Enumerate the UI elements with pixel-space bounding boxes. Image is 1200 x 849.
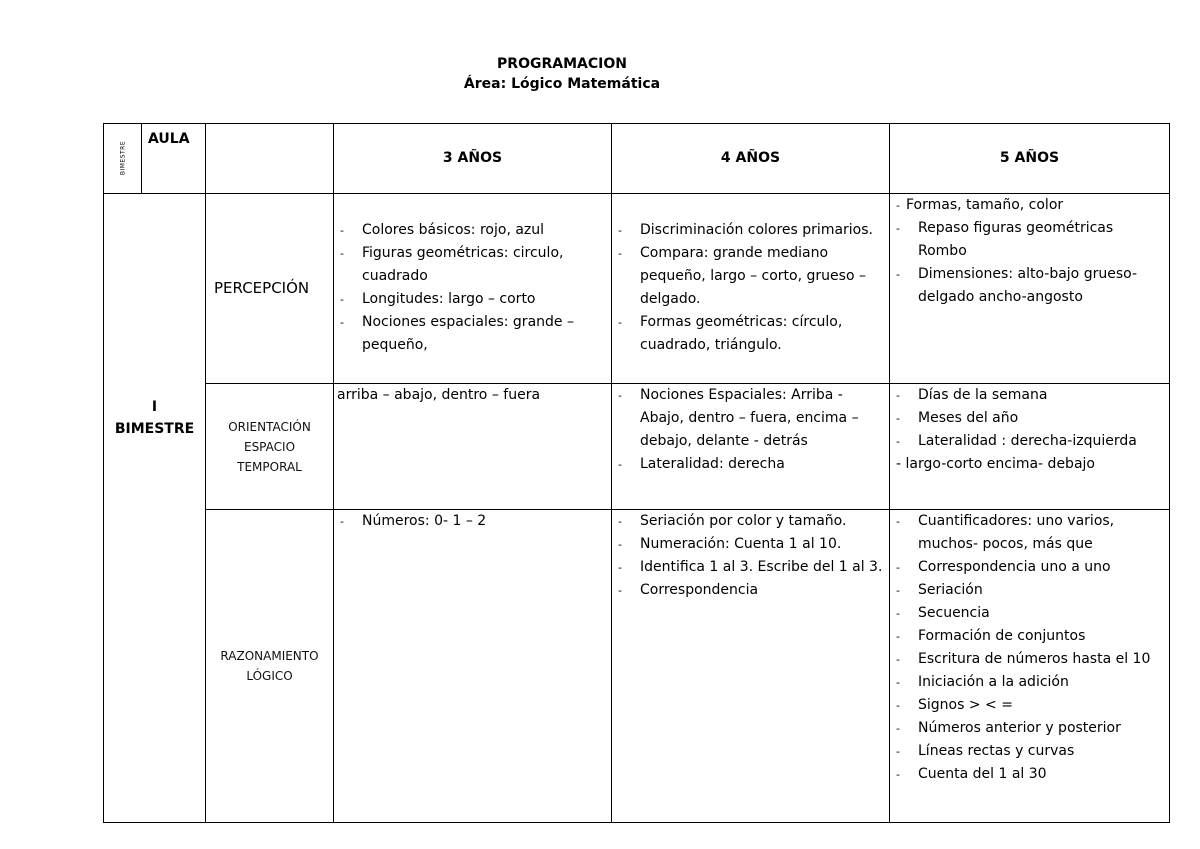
list-item: - Cuenta del 1 al 30 [890, 763, 1169, 786]
bimestre-number: I [151, 399, 158, 415]
age-4-header: 4 AÑOS [612, 124, 890, 194]
list-item: - largo-corto encima- debajo [896, 456, 1095, 472]
bimestre-header-cell [104, 124, 142, 194]
age-3-header: 3 AÑOS [334, 124, 612, 194]
list-item: - Repaso figuras geométricas Rombo [890, 217, 1169, 263]
bimestre-header-label: BIMESTRE [119, 140, 126, 176]
table-row [104, 510, 1170, 823]
list-item: - Nociones espaciales: grande – pequeño, [334, 311, 611, 357]
list-item: - Seriación [890, 579, 1169, 602]
table-header-row [104, 124, 1170, 194]
razonamiento-5-cell [890, 510, 1170, 823]
list-item: - Días de la semana [890, 384, 1169, 407]
list-item: - Cuantificadores: uno varios, muchos- pocos, más que [890, 510, 1169, 556]
list-item: - Meses del año [890, 407, 1169, 430]
table-row [104, 194, 1170, 384]
list-item: - Correspondencia [612, 579, 889, 602]
area-orientacion-line3: TEMPORAL [237, 459, 302, 474]
list-item: - Nociones Espaciales: Arriba - Abajo, dentro – fuera, encima – debajo, delante - detrás [612, 384, 889, 453]
list-item: - Figuras geométricas: circulo, cuadrado [334, 242, 611, 288]
list-item: - Escritura de números hasta el 10 [890, 648, 1169, 671]
area-percepcion: PERCEPCIÓN [206, 194, 334, 384]
percepcion-5-cell [890, 194, 1170, 384]
razonamiento-4-cell [612, 510, 890, 823]
age-5-header: 5 AÑOS [890, 124, 1170, 194]
area-razonamiento [206, 510, 334, 823]
list-item: - Numeración: Cuenta 1 al 10. [612, 533, 889, 556]
bimestre-value-cell [104, 194, 206, 823]
list-item: - Números anterior y posterior [890, 717, 1169, 740]
orientacion-3-cell [334, 384, 612, 510]
list-item: - Dimensiones: alto-bajo grueso-delgado ancho-angosto [890, 263, 1169, 309]
orientacion-3-text: arriba – abajo, dentro – fuera [337, 387, 541, 403]
list-item: - Lateralidad: derecha [612, 453, 889, 476]
document-title: PROGRAMACION [497, 56, 627, 72]
list-item: - Formas, tamaño, color [890, 194, 1169, 217]
area-orientacion [206, 384, 334, 510]
list-item: - Iniciación a la adición [890, 671, 1169, 694]
list-item: - Discriminación colores primarios. [612, 219, 889, 242]
list-item: - Correspondencia uno a uno [890, 556, 1169, 579]
percepcion-4-cell [612, 194, 890, 384]
list-item: - Colores básicos: rojo, azul [334, 219, 611, 242]
area-razonamiento-line2: LÓGICO [246, 669, 293, 683]
razonamiento-3-cell [334, 510, 612, 823]
list-item: - Seriación por color y tamaño. [612, 510, 889, 533]
orientacion-5-cell [890, 384, 1170, 510]
document-subtitle: Área: Lógico Matemática [463, 76, 661, 92]
list-item: - Compara: grande mediano pequeño, largo – corto, grueso – delgado. [612, 242, 889, 311]
list-item: - Secuencia [890, 602, 1169, 625]
aula-header-cell: AULA [142, 124, 206, 194]
list-item: - Líneas rectas y curvas [890, 740, 1169, 763]
area-razonamiento-line1: RAZONAMIENTO [220, 649, 319, 663]
area-header-cell [206, 124, 334, 194]
list-item: - Números: 0- 1 – 2 [334, 510, 611, 533]
table-row [104, 384, 1170, 510]
percepcion-3-cell [334, 194, 612, 384]
document-header [0, 54, 1124, 94]
bimestre-word: BIMESTRE [114, 421, 195, 437]
programming-table [103, 123, 1170, 823]
area-orientacion-line2: ESPACIO [243, 439, 296, 454]
list-item: - Formas geométricas: círculo, cuadrado, triángulo. [612, 311, 889, 357]
list-item: - Longitudes: largo – corto [334, 288, 611, 311]
list-item: - Lateralidad : derecha-izquierda [890, 430, 1169, 453]
list-item: - Formación de conjuntos [890, 625, 1169, 648]
orientacion-4-cell [612, 384, 890, 510]
list-item: - Signos > < = [890, 694, 1169, 717]
area-orientacion-line1: ORIENTACIÓN [228, 419, 311, 434]
list-item: - Identifica 1 al 3. Escribe del 1 al 3. [612, 556, 889, 579]
